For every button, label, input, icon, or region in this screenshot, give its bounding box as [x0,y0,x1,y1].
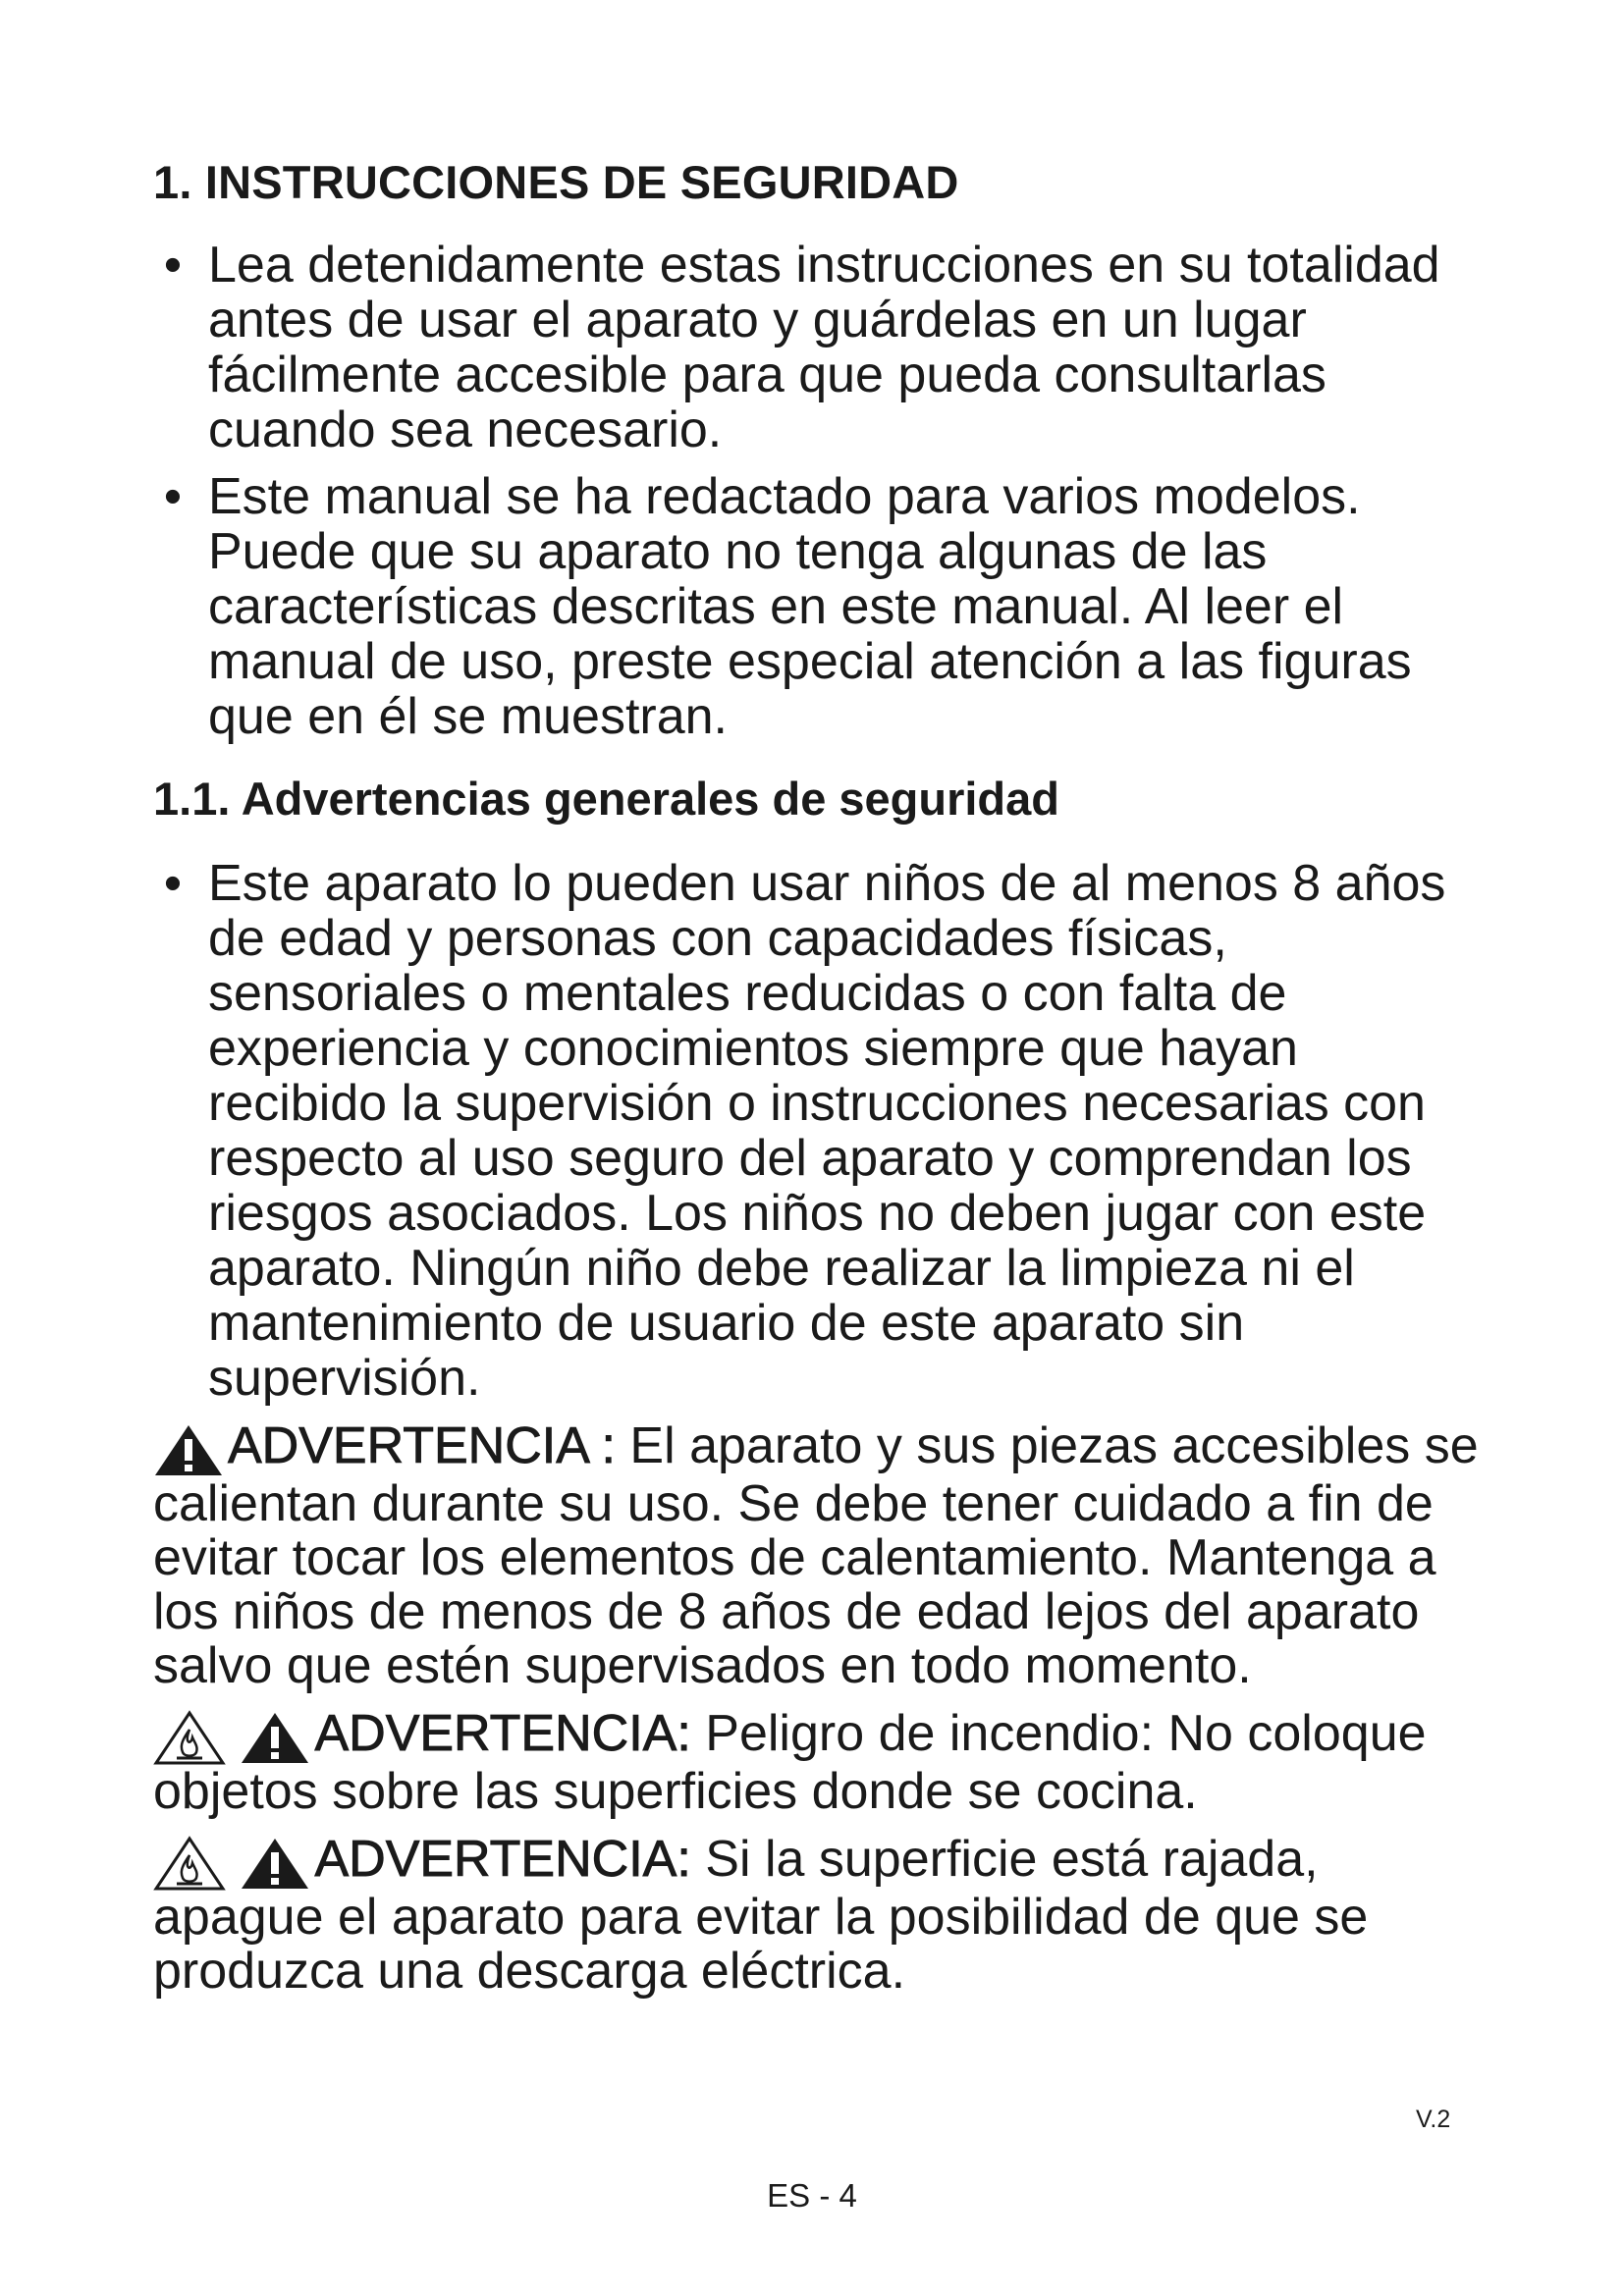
warning-icons [153,1422,224,1477]
warning-label: ADVERTENCIA: [314,1705,691,1762]
warning-icons [153,1836,310,1891]
warning-label: ADVERTENCIA: [314,1831,691,1888]
page-number: ES - 4 [767,2177,857,2214]
list-item [153,856,1489,1406]
warning-icon [153,1422,224,1477]
subsection-title: 1.1. Advertencias generales de seguridad [153,773,1059,825]
bullet-symbol: • [163,855,183,912]
warning-icon [240,1836,310,1891]
warning-block-3 [153,1833,1489,1999]
warning-text: Si la superficie está rajada, apague el aparato para evitar la posibilidad de que se produzca una descarga eléctrica. [153,1831,1369,2000]
content-column [153,155,1489,2010]
fire-hazard-icon [153,1710,226,1765]
warning-block-2 [153,1707,1489,1819]
bullet-text: Este aparato lo pueden usar niños de al menos 8 años de edad y personas con capacidades físicas, sensoriales o mentales reducidas o con falta de experiencia y conocimientos siempre que hayan recibido la supervisión o instrucciones necesarias con respecto al uso seguro del aparato y comprendan los riesgos asociados. Los niños no deben jugar con este aparato. Ningún niño debe realizar la limpieza ni el mantenimiento de usuario de este aparato sin supervisión. [208,855,1446,1407]
section-title: 1. INSTRUCCIONES DE SEGURIDAD [153,156,959,208]
warning-icon [240,1710,310,1765]
bullet-text: Este manual se ha redactado para varios modelos. Puede que su aparato no tenga algunas de las características descritas en este manual. Al leer el manual de uso, preste especial atención a las figuras que en él se muestran. [208,468,1412,745]
fire-hazard-icon [153,1836,226,1891]
warning-text: El aparato y sus piezas accesibles se calientan durante su uso. Se debe tener cuidado a fin de evitar tocar los elementos de calentamiento. Mantenga a los niños de menos de 8 años de edad lejos del aparato salvo que estén supervisados en todo momento. [153,1417,1479,1694]
warning-text: Peligro de incendio: No coloque objetos sobre las superficies donde se cocina. [153,1705,1427,1820]
bullet-symbol: • [163,468,183,525]
warning-block-1 [153,1419,1489,1693]
warning-label: ADVERTENCIA : [228,1417,616,1474]
bullet-text: Lea detenidamente estas instrucciones en su totalidad antes de usar el aparato y guárdelas en un lugar fácilmente accesible para que pueda consultarlas cuando sea necesario. [208,237,1440,458]
version-label: V.2 [1416,2106,1451,2133]
bullet-symbol: • [163,237,183,294]
list-item [153,238,1489,457]
warning-icons [153,1710,310,1765]
list-item [153,469,1489,744]
